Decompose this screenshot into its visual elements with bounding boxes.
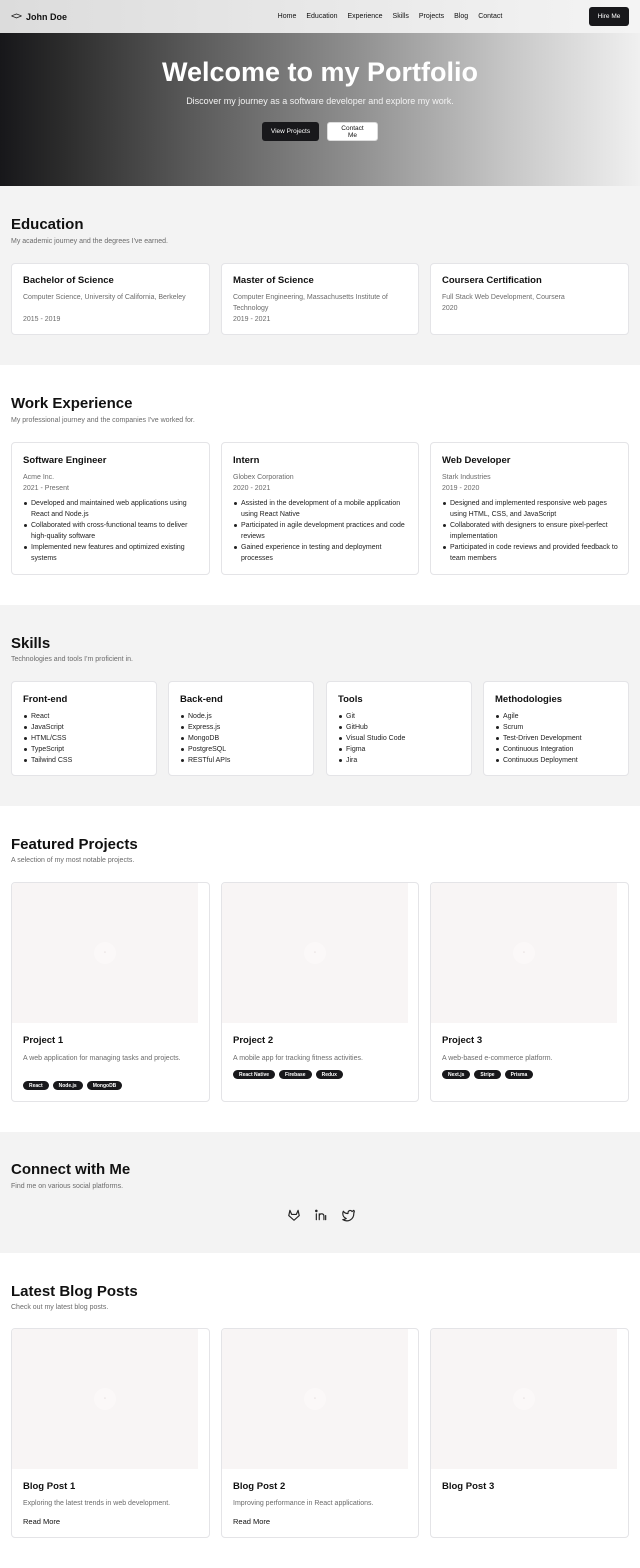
blog-post-desc: Improving performance in React applications.: [233, 1500, 374, 1507]
degree-years: 2015 - 2019: [23, 316, 61, 323]
skill-item: HTML/CSS: [23, 733, 153, 744]
education-card: [11, 263, 210, 335]
image-placeholder-icon: ▫: [304, 942, 326, 964]
tech-tag: Node.js: [53, 1081, 83, 1090]
nav-skills[interactable]: Skills: [392, 13, 409, 20]
blog-image: [222, 1329, 408, 1469]
education-card: [221, 263, 419, 335]
skill-item: React: [23, 711, 153, 722]
degree-title: Master of Science: [233, 275, 314, 286]
skill-item: Test-Driven Development: [495, 733, 625, 744]
image-placeholder-icon: ▫: [513, 1388, 535, 1410]
skill-item: JavaScript: [23, 722, 153, 733]
project-desc: A web-based e-commerce platform.: [442, 1055, 553, 1062]
job-company: Acme Inc.: [23, 474, 55, 481]
job-role: Software Engineer: [23, 455, 107, 466]
project-tags: [23, 1081, 122, 1090]
hero-subtitle: Discover my journey as a software developer and explore my work.: [186, 96, 454, 106]
skill-item: Git: [338, 711, 468, 722]
image-placeholder-icon: ▫: [94, 1388, 116, 1410]
tech-tag: Stripe: [474, 1070, 500, 1079]
project-image: [222, 883, 408, 1023]
skill-list: [180, 711, 310, 766]
degree-title: Coursera Certification: [442, 275, 542, 286]
tech-tag: Redux: [316, 1070, 343, 1079]
gitlab-icon[interactable]: [287, 1208, 301, 1222]
duty-item: Designed and implemented responsive web pages using HTML, CSS, and JavaScript: [442, 498, 622, 520]
skill-item: Express.js: [180, 722, 310, 733]
duty-item: Collaborated with cross-functional teams to deliver high-quality software: [23, 520, 203, 542]
image-placeholder-icon: ▫: [513, 942, 535, 964]
linkedin-icon[interactable]: [314, 1208, 328, 1222]
projects-subtitle: A selection of my most notable projects.: [11, 857, 135, 864]
education-subtitle: My academic journey and the degrees I've earned.: [11, 238, 168, 245]
job-company: Stark Industries: [442, 474, 491, 481]
nav-education[interactable]: Education: [306, 13, 338, 20]
duty-item: Implemented new features and optimized existing systems: [23, 542, 203, 564]
skill-item: Jira: [338, 755, 468, 766]
degree-years: 2019 - 2021: [233, 316, 271, 323]
job-role: Web Developer: [442, 455, 511, 466]
skill-group-title: Back-end: [180, 694, 223, 705]
skills-section: [0, 605, 640, 806]
skill-card: [168, 681, 314, 776]
job-role: Intern: [233, 455, 260, 466]
image-placeholder-icon: ▫: [94, 942, 116, 964]
experience-card: [221, 442, 419, 575]
hero-title: Welcome to my Portfolio: [161, 57, 479, 87]
twitter-icon[interactable]: [341, 1208, 355, 1222]
project-name: Project 3: [442, 1035, 483, 1046]
hero-banner: [0, 33, 640, 186]
code-icon: <>: [11, 11, 22, 22]
nav-experience[interactable]: Experience: [347, 13, 383, 20]
skill-card: [483, 681, 629, 776]
tech-tag: Next.js: [442, 1070, 470, 1079]
blog-image: [12, 1329, 198, 1469]
degree-detail: Full Stack Web Development, Coursera: [442, 294, 565, 301]
nav-home[interactable]: Home: [277, 13, 297, 20]
degree-detail: Computer Engineering, Massachusetts Institute of Technology: [233, 294, 388, 312]
project-image: [12, 883, 198, 1023]
skill-item: MongoDB: [180, 733, 310, 744]
nav-blog[interactable]: Blog: [454, 13, 469, 20]
skill-item: Figma: [338, 744, 468, 755]
duty-item: Participated in agile development practices and code reviews: [233, 520, 413, 542]
projects-title: Featured Projects: [11, 836, 138, 853]
experience-title: Work Experience: [11, 395, 133, 412]
skill-item: Node.js: [180, 711, 310, 722]
duty-item: Assisted in the development of a mobile application using React Native: [233, 498, 413, 520]
experience-card: [11, 442, 210, 575]
tech-tag: React Native: [233, 1070, 275, 1079]
duty-item: Collaborated with designers to ensure pixel-perfect implementation: [442, 520, 622, 542]
degree-title: Bachelor of Science: [23, 275, 114, 286]
tech-tag: Prisma: [505, 1070, 534, 1079]
top-nav-bar: [0, 0, 640, 33]
skill-group-title: Front-end: [23, 694, 68, 705]
skill-item: Agile: [495, 711, 625, 722]
blog-post-title: Blog Post 3: [442, 1481, 495, 1492]
tech-tag: React: [23, 1081, 49, 1090]
project-name: Project 2: [233, 1035, 274, 1046]
skill-item: Scrum: [495, 722, 625, 733]
main-nav: [191, 13, 589, 20]
blog-card[interactable]: [430, 1328, 629, 1538]
job-years: 2020 - 2021: [233, 485, 271, 492]
skill-item: GitHub: [338, 722, 468, 733]
skills-title: Skills: [11, 635, 51, 652]
hire-me-button[interactable]: Hire Me: [589, 7, 629, 26]
job-years: 2021 - Present: [23, 485, 69, 492]
tech-tag: Firebase: [279, 1070, 312, 1079]
image-placeholder-icon: ▫: [304, 1388, 326, 1410]
nav-projects[interactable]: Projects: [418, 13, 445, 20]
read-more-link[interactable]: Read More: [23, 1517, 61, 1526]
duty-item: Gained experience in testing and deployment processes: [233, 542, 413, 564]
project-tags: [233, 1070, 343, 1079]
skill-list: [495, 711, 625, 766]
blog-card[interactable]: [11, 1328, 210, 1538]
project-image: [431, 883, 617, 1023]
education-title: Education: [11, 216, 84, 233]
nav-contact[interactable]: Contact: [478, 13, 503, 20]
blog-section: [0, 1253, 640, 1568]
degree-detail: Computer Science, University of California, Berkeley: [23, 294, 186, 301]
read-more-link[interactable]: Read More: [233, 1517, 271, 1526]
project-card[interactable]: [11, 882, 210, 1102]
projects-section: [0, 806, 640, 1132]
skill-item: Visual Studio Code: [338, 733, 468, 744]
blog-subtitle: Check out my latest blog posts.: [11, 1304, 109, 1311]
project-desc: A web application for managing tasks and projects.: [23, 1055, 181, 1062]
blog-image: [431, 1329, 617, 1469]
project-desc: A mobile app for tracking fitness activities.: [233, 1055, 363, 1062]
skill-item: RESTful APIs: [180, 755, 310, 766]
job-duties: [442, 498, 622, 564]
job-years: 2019 - 2020: [442, 485, 480, 492]
blog-post-title: Blog Post 2: [233, 1481, 286, 1492]
tech-tag: MongoDB: [87, 1081, 123, 1090]
job-company: Globex Corporation: [233, 474, 294, 481]
experience-subtitle: My professional journey and the companies I've worked for.: [11, 417, 195, 424]
skill-item: Continuous Integration: [495, 744, 625, 755]
blog-title: Latest Blog Posts: [11, 1283, 138, 1300]
skills-subtitle: Technologies and tools I'm proficient in.: [11, 656, 133, 663]
job-duties: [233, 498, 413, 564]
project-tags: [442, 1070, 533, 1079]
contact-me-button[interactable]: Contact Me: [327, 122, 378, 141]
view-projects-button[interactable]: View Projects: [262, 122, 319, 141]
skill-group-title: Methodologies: [495, 694, 563, 705]
skill-item: PostgreSQL: [180, 744, 310, 755]
skill-card: [11, 681, 157, 776]
duty-item: Participated in code reviews and provided feedback to team members: [442, 542, 622, 564]
skill-list: [23, 711, 153, 766]
skill-card: [326, 681, 472, 776]
skill-list: [338, 711, 468, 766]
degree-years: 2020: [442, 305, 458, 312]
education-card: [430, 263, 629, 335]
project-card[interactable]: [221, 882, 419, 1102]
connect-title: Connect with Me: [11, 1161, 131, 1178]
skill-group-title: Tools: [338, 694, 363, 705]
skill-item: Continuous Deployment: [495, 755, 625, 766]
experience-card: [430, 442, 629, 575]
duty-item: Developed and maintained web applications using React and Node.js: [23, 498, 203, 520]
skill-item: TypeScript: [23, 744, 153, 755]
education-section: [0, 186, 640, 365]
connect-subtitle: Find me on various social platforms.: [11, 1183, 124, 1190]
blog-post-title: Blog Post 1: [23, 1481, 76, 1492]
brand[interactable]: [11, 11, 171, 22]
skill-item: Tailwind CSS: [23, 755, 153, 766]
job-duties: [23, 498, 203, 564]
experience-section: [0, 365, 640, 605]
connect-section: [0, 1132, 640, 1253]
project-name: Project 1: [23, 1035, 64, 1046]
project-card[interactable]: [430, 882, 629, 1102]
brand-name: John Doe: [26, 11, 68, 22]
blog-card[interactable]: [221, 1328, 419, 1538]
blog-post-desc: Exploring the latest trends in web development.: [23, 1500, 171, 1507]
social-links: [287, 1208, 355, 1222]
